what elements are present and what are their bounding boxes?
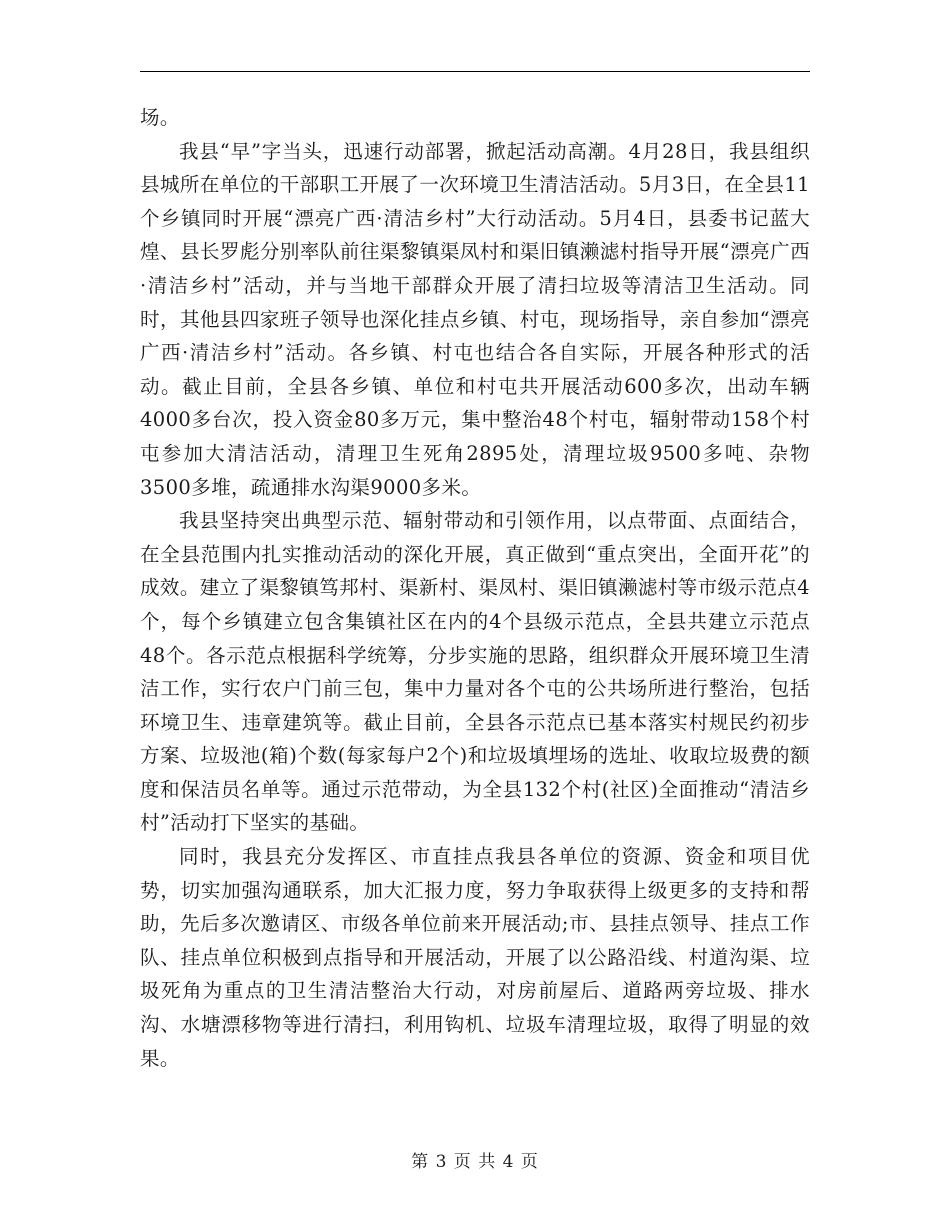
- paragraph-2: 我县“早”字当头，迅速行动部署，掀起活动高潮。4月28日，我县组织县城所在单位的干部职工开展了一次环境卫生清洁活动。5月3日，在全县11个乡镇同时开展“漂亮广西·清洁乡村”大行动活动。5月4日，县委书记蓝大煌、县长罗彪分别率队前往渠黎镇渠凤村和渠旧镇濑滤村指导开展“漂亮广西·清洁乡村”活动，并与当地干部群众开展了清扫垃圾等清洁卫生活动。同时，其他县四家班子领导也深化挂点乡镇、村屯，现场指导，亲自参加“漂亮广西·清洁乡村”活动。各乡镇、村屯也结合各自实际，开展各种形式的活动。截止目前，全县各乡镇、单位和村屯共开展活动600多次，出动车辆4000多台次，投入资金80多万元，集中整治48个村屯，辐射带动158个村屯参加大清洁活动，清理卫生死角2895处，清理垃圾9500多吨、杂物3500多堆，疏通排水沟渠9000多米。: [140, 139, 810, 499]
- paragraph-4: 同时，我县充分发挥区、市直挂点我县各单位的资源、资金和项目优势，切实加强沟通联系，加大汇报力度，努力争取获得上级更多的支持和帮助，先后多次邀请区、市级各单位前来开展活动;市、县挂点领导、挂点工作队、挂点单位积极到点指导和开展活动，开展了以公路沿线、村道沟渠、垃圾死角为重点的卫生清洁整治大行动，对房前屋后、道路两旁垃圾、排水沟、水塘漂移物等进行清扫，利用钩机、垃圾车清理垃圾，取得了明显的效果。: [140, 845, 810, 1070]
- paragraph-3: 我县坚持突出典型示范、辐射带动和引领作用，以点带面、点面结合，在全县范围内扎实推动活动的深化开展，真正做到“重点突出，全面开花”的成效。建立了渠黎镇笃邦村、渠新村、渠凤村、渠旧镇濑滤村等市级示范点4个，每个乡镇建立包含集镇社区在内的4个县级示范点，全县共建立示范点48个。各示范点根据科学统筹，分步实施的思路，组织群众开展环境卫生清洁工作，实行农户门前三包，集中力量对各个屯的公共场所进行整治，包括环境卫生、违章建筑等。截止目前，全县各示范点已基本落实村规民约初步方案、垃圾池(箱)个数(每家每户2个)和垃圾填埋场的选址、收取垃圾费的额度和保洁员名单等。通过示范带动，为全县132个村(社区)全面推动“清洁乡村”活动打下坚实的基础。: [140, 509, 810, 835]
- page-number-footer: 第 3 页 共 4 页: [411, 1152, 539, 1172]
- paragraph-1: 场。: [140, 106, 180, 129]
- body-text: [140, 101, 810, 1075]
- header-rule: [140, 71, 810, 72]
